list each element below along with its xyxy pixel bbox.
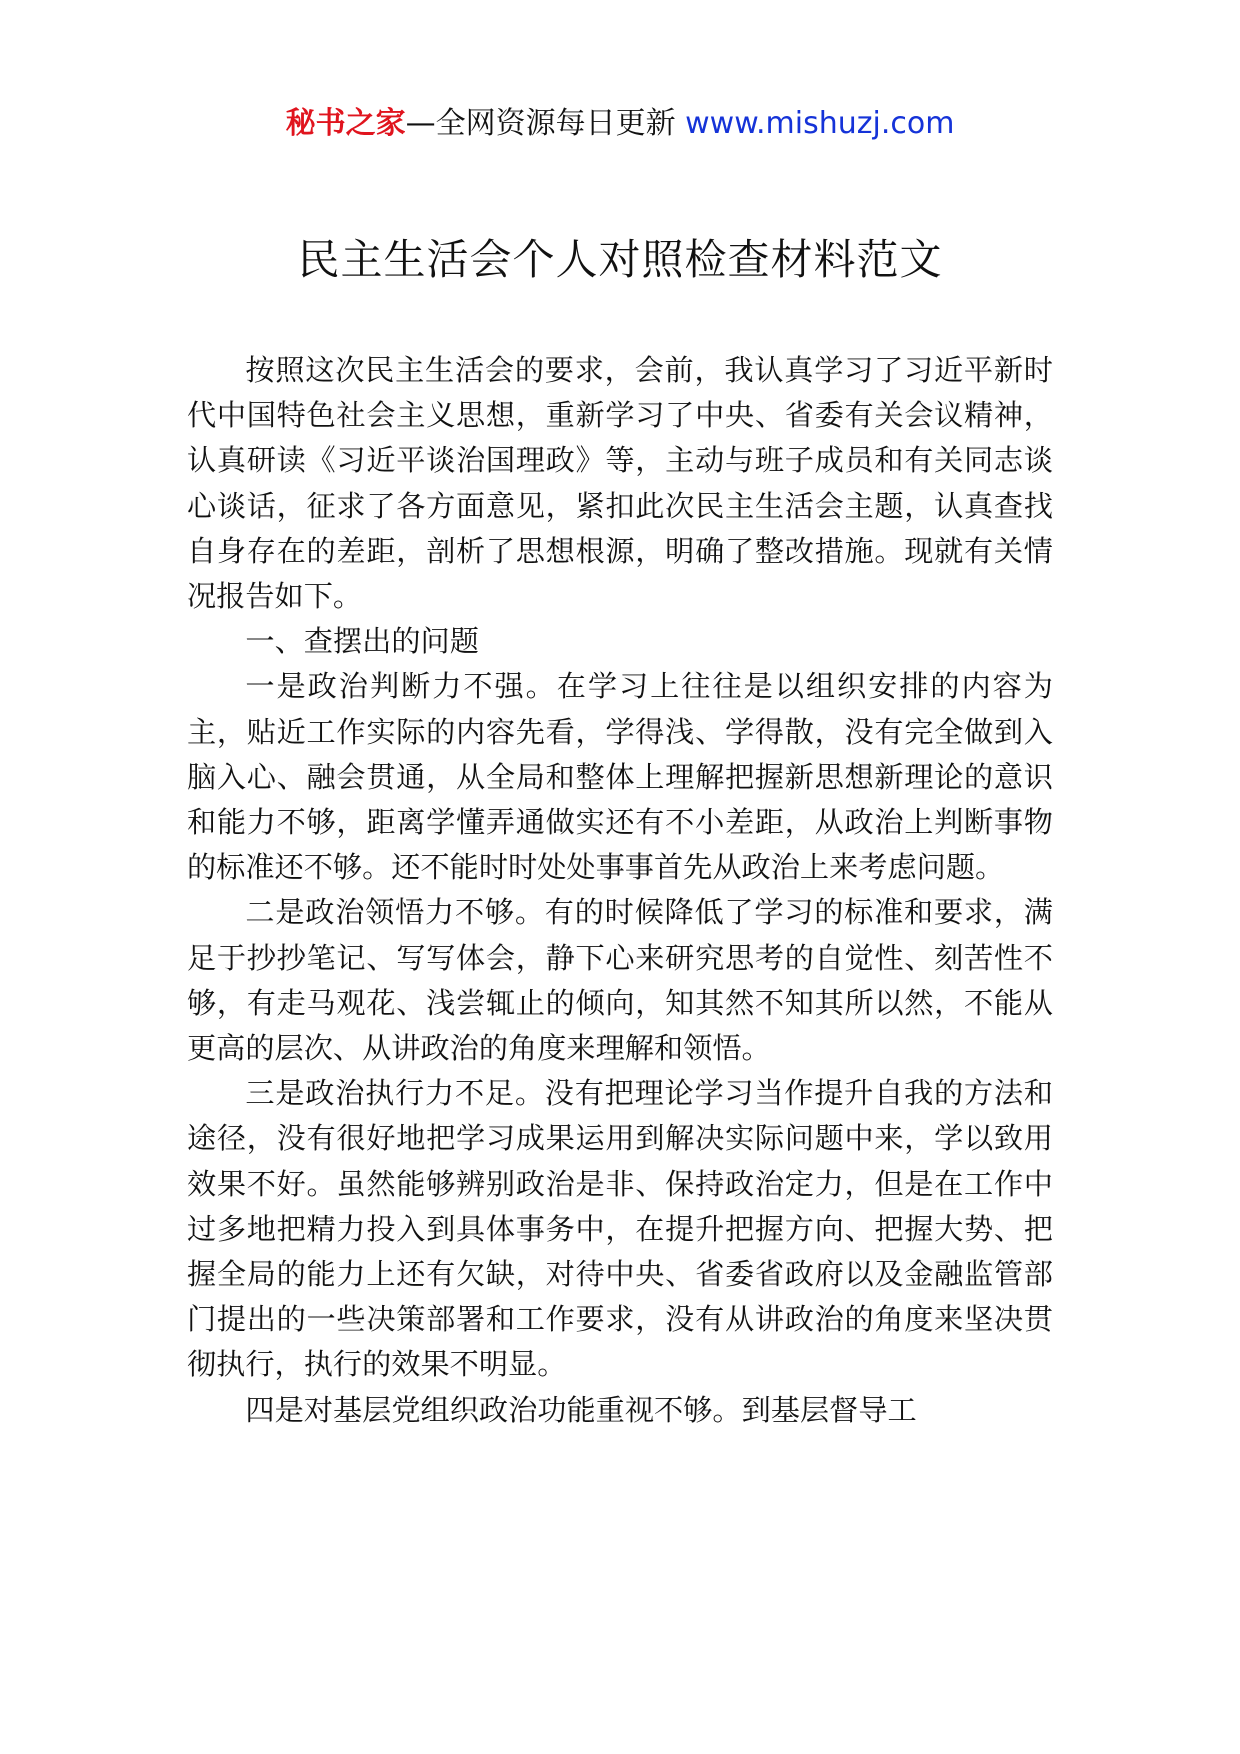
body-paragraph: 一是政治判断力不强。在学习上往往是以组织安排的内容为主，贴近工作实际的内容先看，学得浅、学得散，没有完全做到入脑入心、融会贯通，从全局和整体上理解把握新思想新理论的意识和能力不够，距离学懂弄通做实还有不小差距，从政治上判断事物的标准还不够。还不能时时处处事事首先从政治上来考虑问题。 (187, 669, 1053, 885)
section-heading: 一、查摆出的问题 (245, 624, 479, 659)
body-paragraph: 三是政治执行力不足。没有把理论学习当作提升自我的方法和途径，没有很好地把学习成果运用到解决实际问题中来，学以致用效果不好。虽然能够辨别政治是非、保持政治定力，但是在工作中过多地把精力投入到具体事务中，在提升把握方向、把握大势、把握全局的能力上还有欠缺，对待中央、省委省政府以及金融监管部门提出的一些决策部署和工作要求，没有从讲政治的角度来坚决贯彻执行，执行的效果不明显。 (187, 1076, 1053, 1382)
header-tagline: —全网资源每日更新 (405, 106, 686, 141)
site-url: www.mishuzj.com (685, 106, 955, 141)
header-banner (0, 102, 1240, 146)
body-paragraph: 四是对基层党组织政治功能重视不够。到基层督导工 (245, 1392, 917, 1427)
intro-paragraph: 按照这次民主生活会的要求，会前，我认真学习了习近平新时代中国特色社会主义思想，重新学习了中央、省委有关会议精神，认真研读《习近平谈治国理政》等，主动与班子成员和有关同志谈心谈话，征求了各方面意见，紧扣此次民主生活会主题，认真查找自身存在的差距，剖析了思想根源，明确了整改措施。现就有关情况报告如下。 (187, 353, 1053, 614)
document-title: 民主生活会个人对照检查材料范文 (297, 235, 943, 284)
document-body (187, 348, 1053, 1433)
body-paragraph: 二是政治领悟力不够。有的时候降低了学习的标准和要求，满足于抄抄笔记、写写体会，静下心来研究思考的自觉性、刻苦性不够，有走马观花、浅尝辄止的倾向，知其然不知其所以然，不能从更高的层次、从讲政治的角度来理解和领悟。 (187, 895, 1053, 1066)
brand-name: 秘书之家 (285, 106, 406, 141)
